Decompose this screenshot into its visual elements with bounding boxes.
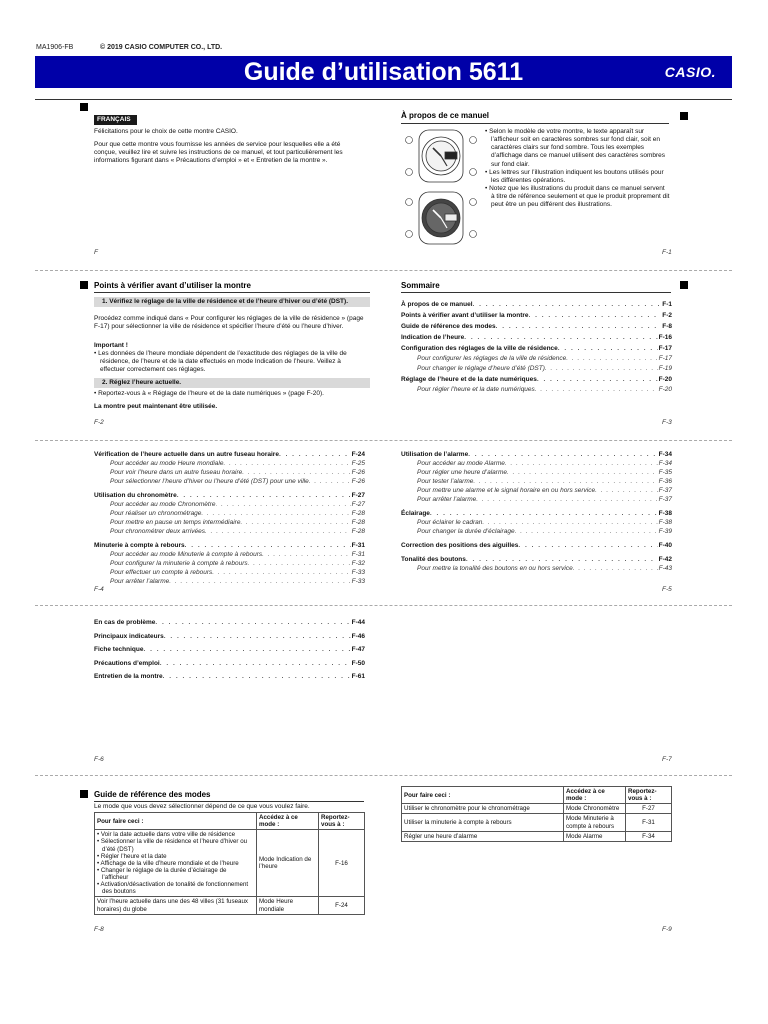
toc-entry [401, 334, 672, 342]
table-cell [95, 830, 257, 897]
toc-leader [505, 460, 658, 468]
toc-entry-title: Pour accéder au mode Chronomètre [110, 501, 216, 508]
toc-entry [401, 345, 672, 353]
toc-leader [143, 646, 350, 654]
step-heading: 2. Réglez l’heure actuelle. [94, 378, 370, 388]
divider [35, 270, 732, 271]
column-header: Accédez à ce mode : [257, 813, 319, 830]
section-marker [680, 281, 688, 289]
toc-entry-page: F-26 [351, 478, 365, 485]
page-number: F-1 [662, 249, 672, 256]
section-title: Guide de référence des modes [94, 790, 211, 799]
list-item: • Les lettres sur l’illustration indiquent les boutons utilisés pour les différentes opérations. [485, 169, 670, 185]
table-cell: Mode Heure mondiale [257, 897, 319, 914]
toc-entry [110, 501, 365, 509]
toc-entry-page: F-26 [351, 469, 365, 476]
toc-leader [468, 451, 657, 459]
list-item: • Changer le réglage de la durée d’éclairage de l’afficheur [97, 867, 254, 881]
toc-leader [430, 510, 658, 518]
toc-leader [535, 386, 658, 394]
divider [35, 605, 732, 606]
toc-entry [417, 496, 672, 504]
list-item: • Notez que les illustrations du produit dans ce manuel servent à titre de référence seulement et que le produit proprement dit peut être un peu différent des illustrations. [485, 185, 670, 209]
toc-entry-title: Tonalité des boutons [401, 556, 466, 563]
toc-leader [595, 487, 658, 495]
table-row [402, 804, 672, 814]
toc-entry [417, 365, 672, 373]
toc-leader [482, 519, 657, 527]
toc-leader [223, 460, 350, 468]
table-cell: Utiliser la minuterie à compte à rebours [402, 814, 564, 831]
table-cell: Mode Minuterie à compte à rebours [564, 814, 626, 831]
intro-text: Pour que cette montre vous fournisse les années de service pour lesquelles elle a été conçue, veuillez lire et suivre les instructions de ce manuel, et tout particulièrement les informations figurant dans « Précautions d’emploi » et « Entretien de la montre ». [94, 141, 343, 165]
table-cell: F-34 [626, 831, 672, 841]
toc-entry-title: Pour régler une heure d’alarme [417, 469, 507, 476]
toc-leader [240, 519, 350, 527]
watch-illustration [401, 126, 481, 250]
toc-leader [537, 376, 658, 384]
about-list [485, 128, 670, 209]
toc-entry-page: F-34 [658, 451, 672, 458]
toc-entry [94, 619, 365, 627]
toc-leader [185, 542, 351, 550]
toc-entry-title: Configuration des réglages de la ville de résidence [401, 345, 558, 352]
rule [35, 99, 732, 100]
toc-entry [110, 460, 365, 468]
toc-entry-page: F-40 [658, 542, 672, 549]
toc-entry [110, 528, 365, 536]
toc-leader [473, 301, 662, 309]
toc-entry [110, 551, 365, 559]
ready-text: La montre peut maintenant être utilisée. [94, 403, 218, 410]
important-label: Important ! [94, 342, 128, 349]
toc-entry [401, 556, 672, 564]
toc-leader [309, 478, 351, 486]
table-cell: F-31 [626, 814, 672, 831]
toc-leader [163, 673, 351, 681]
toc-entry [94, 646, 365, 654]
column-header: Pour faire ceci : [402, 787, 564, 804]
table-cell: Mode Chronomètre [564, 804, 626, 814]
toc-entry-title: Éclairage [401, 510, 430, 517]
page-number: F-4 [94, 586, 104, 593]
toc-leader [529, 312, 662, 320]
toc-leader [476, 496, 657, 504]
page-number: F-8 [94, 926, 104, 933]
toc-entry-page: F-25 [351, 460, 365, 467]
toc-entry-page: F-8 [662, 323, 672, 330]
section-title: Sommaire [401, 281, 440, 290]
toc-leader [496, 323, 662, 331]
rule [401, 292, 671, 293]
toc-entry-title: Pour accéder au mode Minuterie à compte à rebours [110, 551, 263, 558]
table-cell: F-16 [319, 830, 365, 897]
table-cell: Voir l’heure actuelle dans une des 48 villes (31 fuseaux horaires) du globe [95, 897, 257, 914]
toc-entry [94, 633, 365, 641]
toc-entry [417, 355, 672, 363]
intro-text: Félicitations pour le choix de cette montre CASIO. [94, 128, 238, 135]
casio-logo: CASIO. [664, 64, 716, 80]
list-item: • Régler l’heure et la date [97, 853, 254, 860]
toc-entry-page: F-34 [658, 460, 672, 467]
toc-entry [401, 542, 672, 550]
modes-table [94, 812, 365, 915]
toc-entry [110, 519, 365, 527]
toc-leader [248, 560, 351, 568]
manual-title: Guide d’utilisation 5611 [243, 58, 524, 86]
toc-entry-page: F-16 [658, 334, 672, 341]
toc-leader [279, 451, 351, 459]
language-label: FRANÇAIS [94, 115, 137, 125]
toc-entry-title: Précautions d’emploi [94, 659, 160, 667]
toc-entry-title: Pour sélectionner l’heure d’hiver ou l’heure d’été (DST) pour une ville [110, 478, 309, 485]
toc-leader [216, 501, 351, 509]
page-number: F-7 [662, 756, 672, 763]
toc-leader [466, 556, 658, 564]
copyright: © 2019 CASIO COMPUTER CO., LTD. [100, 44, 223, 51]
table-row [95, 830, 365, 897]
toc-entry-title: Utilisation du chronomètre [94, 492, 177, 499]
toc-leader [205, 528, 351, 536]
table-cell: F-24 [319, 897, 365, 914]
toc-entry-page: F-38 [658, 519, 672, 526]
list-item: • Les données de l’heure mondiale dépendent de l’exactitude des réglages de la ville de résidence, de l’heure et de la date effectués en mode Indication de l’heure. Veillez à effectuer correctement ces réglages. [94, 350, 364, 374]
rule [401, 123, 669, 124]
toc-entry [417, 386, 672, 394]
divider [35, 775, 732, 776]
toc-entry-title: Points à vérifier avant d’utiliser la montre [401, 312, 529, 319]
column-header: Accédez à ce mode : [564, 787, 626, 804]
toc-leader [518, 542, 657, 550]
toc-entry [110, 469, 365, 477]
step-heading: 1. Vérifiez le réglage de la ville de résidence et de l’heure d’hiver ou d’été (DST). [94, 297, 370, 307]
toc-entry [401, 376, 672, 384]
page-number: F-6 [94, 756, 104, 763]
toc-entry-page: F-46 [351, 632, 365, 640]
toc-entry-page: F-31 [351, 551, 365, 558]
column-header: Reportez-vous à : [319, 813, 365, 830]
toc-entry-page: F-33 [351, 578, 365, 585]
list-item: • Voir la date actuelle dans votre ville de résidence [97, 831, 254, 838]
toc-entry [94, 451, 365, 459]
toc-entry [417, 460, 672, 468]
toc-entry-page: F-37 [658, 487, 672, 494]
toc-entry-page: F-35 [658, 469, 672, 476]
toc-leader [169, 578, 350, 586]
toc-entry-page: F-20 [658, 376, 672, 383]
toc-leader [160, 660, 351, 668]
column-header: Pour faire ceci : [95, 813, 257, 830]
toc-entry-title: Pour tester l’alarme [417, 478, 474, 485]
toc-entry-page: F-28 [351, 528, 365, 535]
toc-entry-title: Pour mettre une alarme et le signal horaire en ou hors service [417, 487, 596, 494]
toc-entry-title: Pour configurer la minuterie à compte à rebours [110, 560, 248, 567]
page-number: F-5 [662, 586, 672, 593]
modes-table-continued [401, 786, 672, 842]
toc-entry-page: F-27 [351, 492, 365, 499]
toc-leader [545, 365, 658, 373]
step-list [94, 390, 369, 398]
toc-entry-title: Pour configurer les réglages de la ville de résidence [417, 355, 567, 362]
toc-entry [110, 578, 365, 586]
toc-entry [417, 487, 672, 495]
toc-entry-page: F-2 [662, 312, 672, 319]
title-banner [35, 56, 732, 88]
toc-entry [417, 478, 672, 486]
table-row [402, 831, 672, 841]
toc-entry [110, 478, 365, 486]
toc-entry [110, 569, 365, 577]
toc-entry-page: F-50 [351, 659, 365, 667]
toc-entry-page: F-61 [351, 673, 365, 681]
toc-leader [515, 528, 658, 536]
toc-entry-page: F-37 [658, 496, 672, 503]
toc-entry [417, 528, 672, 536]
toc-entry-page: F-19 [658, 365, 672, 372]
table-cell: Mode Alarme [564, 831, 626, 841]
toc-entry-title: Pour régler l’heure et la date numériques [417, 386, 535, 393]
list-item: • Selon le modèle de votre montre, le texte apparaît sur l’afficheur soit en caractères sombres sur fond clair, soit en caractères clairs sur fond sombre. Tous les exemples d’affichage dans ce manuel utilisent des caractères sombres sur fond clair. [485, 128, 670, 169]
toc-entry [401, 312, 672, 320]
manual-code: MA1906-FB [36, 44, 74, 51]
table-cell: F-27 [626, 804, 672, 814]
toc-entry-title: Pour changer la durée d’éclairage [417, 528, 515, 535]
toc-entry-title: Indication de l’heure [401, 334, 465, 341]
section-title: Points à vérifier avant d’utiliser la montre [94, 281, 251, 290]
toc-entry-page: F-17 [658, 355, 672, 362]
toc-entry-title: Correction des positions des aiguilles [401, 542, 519, 549]
toc-entry-page: F-42 [658, 556, 672, 563]
table-row [95, 897, 365, 914]
toc-entry-title: Pour accéder au mode Alarme [417, 460, 505, 467]
toc-entry-page: F-20 [658, 386, 672, 393]
toc-entry-title: Pour réaliser un chronométrage [110, 510, 202, 517]
toc-entry-title: Pour accéder au mode Heure mondiale [110, 460, 224, 467]
toc-leader [164, 633, 351, 641]
table-cell: Régler une heure d’alarme [402, 831, 564, 841]
section-marker [80, 281, 88, 289]
toc-entry [401, 301, 672, 309]
toc-entry [401, 323, 672, 331]
toc-leader [212, 569, 350, 577]
toc-entry-page: F-1 [662, 301, 672, 308]
section-marker [680, 112, 688, 120]
toc-entry-title: Principaux indicateurs [94, 632, 164, 640]
page-number: F-3 [662, 419, 672, 426]
toc-entry-title: Guide de référence des modes [401, 323, 496, 330]
toc-entry-page: F-36 [658, 478, 672, 485]
page-number: F-2 [94, 419, 104, 426]
toc-entry-title: Vérification de l’heure actuelle dans un autre fuseau horaire [94, 451, 279, 458]
rule [94, 801, 364, 802]
toc-leader [201, 510, 350, 518]
toc-entry-page: F-27 [351, 501, 365, 508]
toc-leader [558, 345, 658, 353]
toc-leader [473, 478, 657, 486]
section-title: À propos de ce manuel [401, 111, 490, 120]
toc-entry [417, 565, 672, 573]
list-item: • Reportez-vous à « Réglage de l’heure et de la date numériques » (page F-20). [94, 390, 369, 398]
toc-entry-page: F-28 [351, 510, 365, 517]
rule [94, 292, 370, 293]
toc-entry [94, 542, 365, 550]
toc-entry [94, 660, 365, 668]
list-item: • Activation/désactivation de tonalité de fonctionnement des boutons [97, 881, 254, 895]
divider [35, 440, 732, 441]
toc-entry-page: F-43 [658, 565, 672, 572]
toc-entry-title: Entretien de la montre [94, 673, 163, 681]
toc-entry-page: F-31 [351, 542, 365, 549]
toc-entry-title: Minuterie à compte à rebours [94, 542, 185, 549]
toc-entry [401, 510, 672, 518]
toc-entry-page: F-38 [658, 510, 672, 517]
page-number: F-9 [662, 926, 672, 933]
toc-leader [177, 492, 351, 500]
toc-entry-page: F-47 [351, 646, 365, 654]
toc-leader [242, 469, 350, 477]
toc-entry-title: Pour changer le réglage d’heure d’été (DST) [417, 365, 545, 372]
toc-entry [417, 519, 672, 527]
step-body: Procédez comme indiqué dans « Pour configurer les réglages de la ville de résidence » (page F-17) pour sélectionner la ville de résidence et spécifier l’heure d’été ou l’heure d’hiver. [94, 315, 364, 331]
toc-entry-title: Réglage de l’heure et de la date numériques [401, 376, 537, 383]
important-list [94, 350, 364, 374]
toc-entry [417, 469, 672, 477]
toc-entry-page: F-28 [351, 519, 365, 526]
table-header-row [402, 787, 672, 804]
toc-leader [566, 355, 657, 363]
toc-entry-title: Pour arrêter l’alarme [110, 578, 170, 585]
toc-entry-page: F-33 [351, 569, 365, 576]
toc-entry-title: Utilisation de l’alarme [401, 451, 469, 458]
toc-entry [110, 510, 365, 518]
toc-leader [573, 565, 658, 573]
section-marker [80, 790, 88, 798]
table-cell: Utiliser le chronomètre pour le chronométrage [402, 804, 564, 814]
toc-entry-title: Pour arrêter l’alarme [417, 496, 477, 503]
toc-entry-title: En cas de problème [94, 619, 156, 626]
toc-leader [507, 469, 658, 477]
toc-entry [94, 492, 365, 500]
list-item: • Sélectionner la ville de résidence et l’heure d’hiver ou d’été (DST) [97, 838, 254, 852]
toc-entry-page: F-32 [351, 560, 365, 567]
toc-entry-title: Fiche technique [94, 646, 144, 654]
toc-entry-page: F-44 [351, 619, 365, 626]
table-row [402, 814, 672, 831]
toc-leader [262, 551, 351, 559]
modes-intro: Le mode que vous devez sélectionner dépend de ce que vous voulez faire. [94, 803, 310, 810]
table-header-row [95, 813, 365, 830]
toc-leader [155, 619, 350, 627]
toc-entry-title: Pour mettre la tonalité des boutons en ou hors service [417, 565, 573, 572]
toc-entry-title: Pour éclairer le cadran [417, 519, 483, 526]
section-marker [80, 103, 88, 111]
toc-entry [94, 673, 365, 681]
table-cell: Mode Indication de l’heure [257, 830, 319, 897]
toc-entry-title: À propos de ce manuel [401, 301, 473, 308]
page-number: F [94, 249, 98, 256]
toc-entry [401, 451, 672, 459]
toc-entry-page: F-24 [351, 451, 365, 458]
toc-entry-page: F-17 [658, 345, 672, 352]
toc-entry [110, 560, 365, 568]
toc-entry-title: Pour effectuer un compte à rebours [110, 569, 213, 576]
toc-entry-title: Pour chronométrer deux arrivées [110, 528, 206, 535]
toc-entry-title: Pour voir l’heure dans un autre fuseau horaire [110, 469, 243, 476]
toc-entry-page: F-39 [658, 528, 672, 535]
list-item: • Affichage de la ville d’heure mondiale et de l’heure [97, 860, 254, 867]
toc-entry-title: Pour mettre en pause un temps intermédiaire [110, 519, 241, 526]
column-header: Reportez-vous à : [626, 787, 672, 804]
toc-leader [464, 334, 657, 342]
